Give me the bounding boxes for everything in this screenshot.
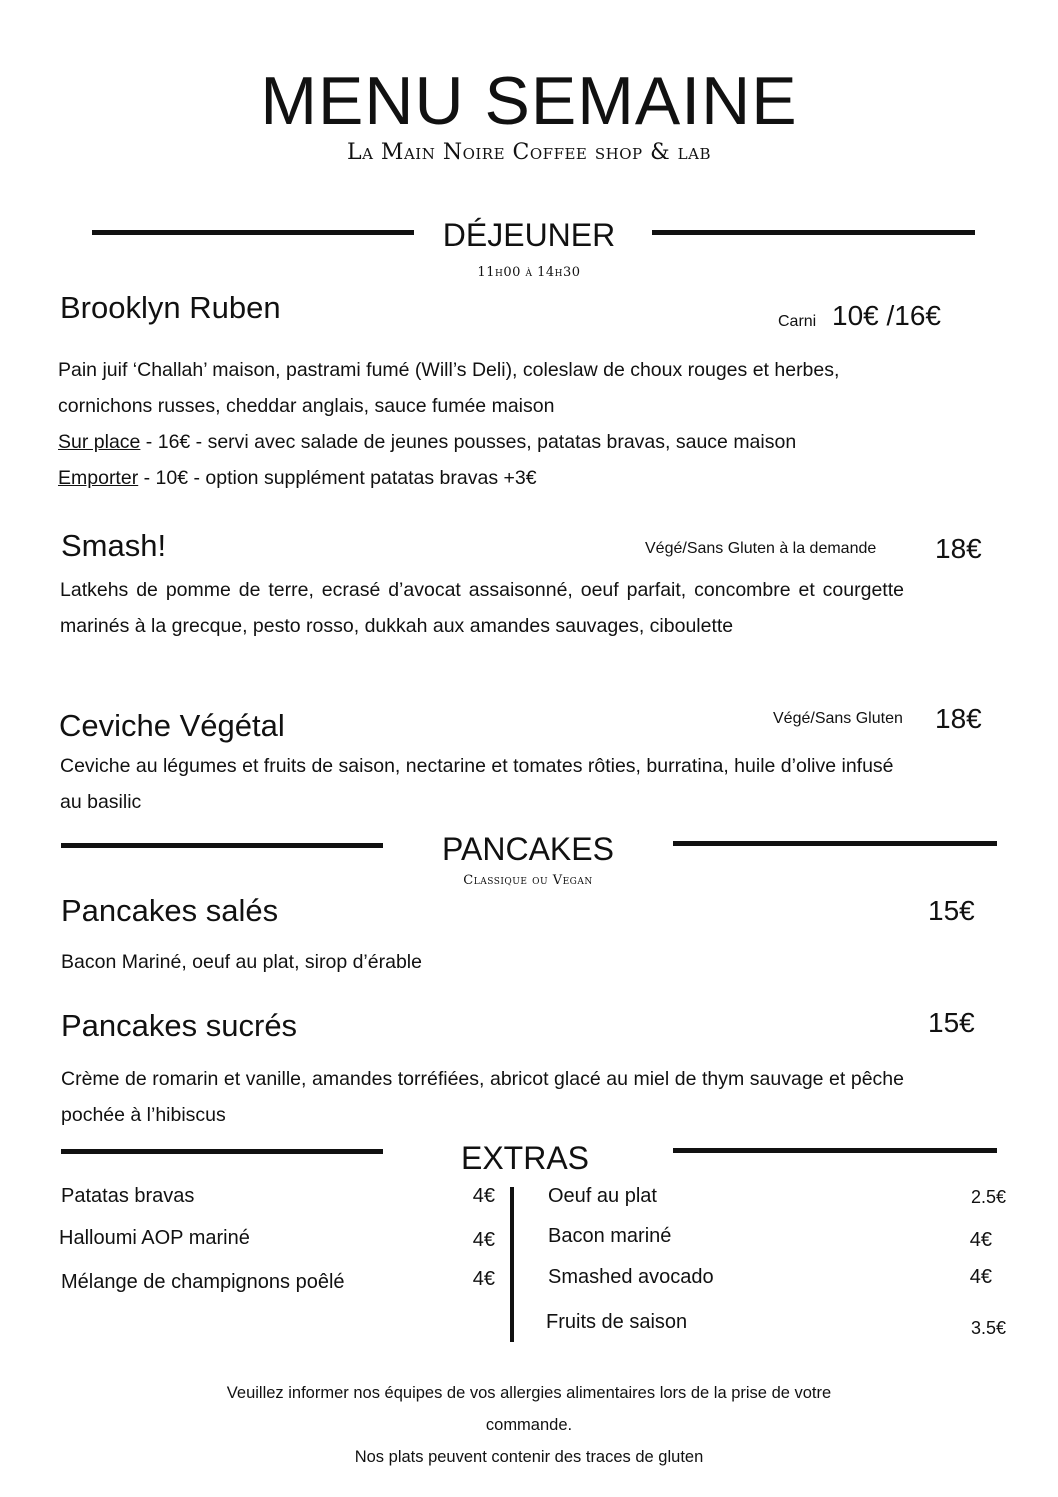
extra-item-price: 4€ [472, 1268, 495, 1290]
sur-place-label: Sur place [58, 431, 141, 453]
section-hours: 11h00 à 14h30 [477, 265, 581, 280]
dish-price-pancakes-sales: 15€ [928, 895, 975, 926]
section-subtitle-pancakes: Classique ou Vegan [463, 873, 593, 888]
extra-item-price: 4€ [969, 1229, 992, 1251]
divider-right [673, 1148, 997, 1153]
divider-left [61, 843, 383, 848]
allergy-notice [0, 1377, 1058, 1473]
dish-name-ceviche: Ceviche Végétal [59, 708, 285, 743]
extra-item-name: Patatas bravas [61, 1185, 195, 1207]
dish-tag-smash: Végé/Sans Gluten à la demande [645, 540, 877, 557]
dish-price-pancakes-sucres: 15€ [928, 1007, 975, 1038]
dish-price-brooklyn: 10€ /16€ [832, 300, 941, 331]
extra-item-name: Fruits de saison [546, 1311, 688, 1333]
menu-title: MENU SEMAINE [260, 63, 798, 139]
extra-item-price: 4€ [472, 1185, 495, 1207]
divider-left [92, 230, 414, 235]
extra-item-price: 4€ [969, 1266, 992, 1288]
extra-item-name: Oeuf au plat [548, 1185, 657, 1207]
extras-column-divider [510, 1187, 514, 1342]
dish-name-smash: Smash! [61, 528, 167, 563]
sur-place-line [58, 424, 1018, 460]
dish-name-pancakes-sucres: Pancakes sucrés [61, 1008, 298, 1043]
dish-name-pancakes-sales: Pancakes salés [61, 893, 279, 928]
footer-line: Nos plats peuvent contenir des traces de gluten [354, 1448, 704, 1466]
emporter-label: Emporter [58, 467, 139, 489]
dish-tag-brooklyn: Carni [778, 313, 817, 330]
extra-item-price: 4€ [472, 1229, 495, 1251]
dish-desc-ceviche: Ceviche au légumes et fruits de saison, nectarine et tomates rôties, burratina, huile d’olive infusé au basilic [60, 755, 894, 813]
dish-name-brooklyn: Brooklyn Ruben [60, 290, 281, 325]
extra-item-price: 2.5€ [970, 1187, 1006, 1207]
emporter-line [58, 460, 1018, 496]
dish-price-ceviche: 18€ [935, 703, 982, 734]
dish-desc-pancakes-sales: Bacon Mariné, oeuf au plat, sirop d’érable [61, 951, 422, 973]
divider-right [673, 841, 997, 846]
dish-desc-smash: Latkehs de pomme de terre, ecrasé d’avocat assaisonné, oeuf parfait, concombre et courgette marinés à la grecque, pesto rosso, dukkah aux amandes sauvages, ciboulette [60, 579, 904, 637]
dish-tag-ceviche: Végé/Sans Gluten [773, 710, 903, 727]
restaurant-name: La Main Noire Coffee shop & lab [346, 140, 712, 165]
footer-line: commande. [485, 1416, 573, 1434]
emporter-text: - 10€ - option supplément patatas bravas +3€ [138, 467, 537, 489]
section-title-dejeuner: DÉJEUNER [442, 217, 616, 253]
desc-line: Pain juif ‘Challah’ maison, pastrami fumé (Will’s Deli), coleslaw de choux rouges et herbes, [58, 359, 840, 381]
extra-item-price: 3.5€ [970, 1318, 1006, 1338]
dish-price-smash: 18€ [935, 533, 982, 564]
divider-left [61, 1149, 383, 1154]
desc-line: cornichons russes, cheddar anglais, sauce fumée maison [58, 395, 555, 417]
divider-right [652, 230, 975, 235]
dish-desc-brooklyn [58, 352, 1018, 496]
section-title-extras: EXTRAS [460, 1140, 590, 1176]
extra-item-name: Bacon mariné [548, 1225, 672, 1247]
section-title-pancakes: PANCAKES [442, 831, 614, 867]
extra-item-name: Smashed avocado [548, 1266, 714, 1288]
extra-item-name: Mélange de champignons poêlé [61, 1271, 345, 1293]
dish-desc-pancakes-sucres: Crème de romarin et vanille, amandes torréfiées, abricot glacé au miel de thym sauvage et pêche pochée à l’hibiscus [61, 1068, 904, 1126]
footer-line: Veuillez informer nos équipes de vos allergies alimentaires lors de la prise de votre [226, 1384, 832, 1402]
extra-item-name: Halloumi AOP mariné [59, 1227, 250, 1249]
sur-place-text: - 16€ - servi avec salade de jeunes pousses, patatas bravas, sauce maison [140, 431, 797, 453]
